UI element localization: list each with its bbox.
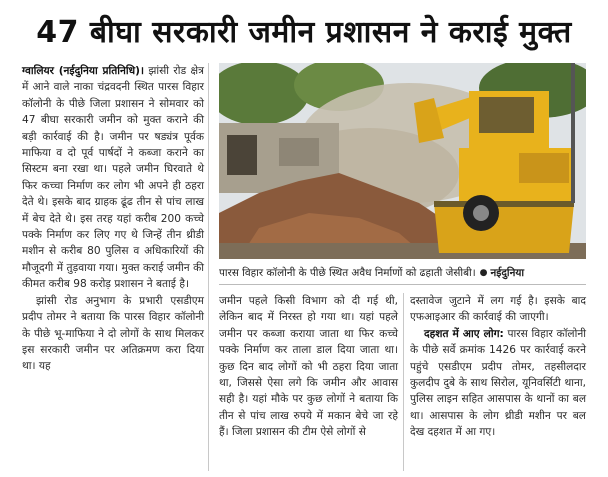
news-photo [219,63,586,259]
paragraph-1-text: झांसी रोड क्षेत्र में आने वाले नाका चंद्रवदनी स्थित पारस विहार कॉलोनी के पीछे जिला प्रशासन ने सोमवार को 47 बीघा सरकारी जमीन को मुक्त कराने की बड़ी कार्रवाई की है। जमीन पर षड्यंत्र पूर्वक माफिया व दो पूर्व पार्षदों ने कब्जा कराने का सिस्टम बना रखा था। पहले जमीन घिरवाते थे फिर कच्चा निर्माण कर लोग भी अपने ही ठहरा देते थे। इसके बाद ग्राहक ढूंढ तीन से पांच लाख में बेच देते थे। इस तरह यहां करीब 200 कच्चे पक्के निर्माण कर लिए गए थे जिन्हें तीन थ्रीडी मशीन से करीब 80 पुलिस व अधिकारियों की मौजूदगी में तुड़वाया गया। मुक्त कराई जमीन की कीमत करीब 98 करोड़ प्रशासन ने बताई है। [22,65,204,291]
column-divider-1 [208,63,209,471]
paragraph-5-text: पारस विहार कॉलोनी के पीछे सर्वे क्रमांक 1426 पर कार्रवाई करने पहुंचे एसडीएम प्रदीप तोमर, तहसीलदार कुलदीप दुबे के साथ सिरोल, यूनिवर्सिटी थाना, पुलिस लाइन सहित आसपास के थानों का बल था। आसपास के लोग थ्रीडी मशीन पर बल देख दहशत में आ गए। [410,327,586,439]
column-divider-2 [403,293,404,471]
caption-text: पारस विहार कॉलोनी के पीछे स्थित अवैध निर्माणों को ढहाती जेसीबी। [219,267,476,279]
photo-caption [219,262,586,285]
jcb-demolition-image [219,63,586,259]
paragraph-3: जमीन पहले किसी विभाग को दी गई थी, लेकिन बाद में निरस्त हो गया था। यहां पहले जमीन पर कब्जा कराया जाता था फिर कच्चे पक्के निर्माण कर ताला डाल दिया जाता था। कुछ दिन बाद लोगों को भी ठहरा दिया जाता था, जिससे ऐसा लगे कि जमीन और आवास सही है। यहां मौके पर कुछ लोगों ने बताया कि तीन से पांच लाख रुपये में मकान बेचे जा रहे हैं। जिला प्रशासन की टीम ऐसे लोगों से [219,295,398,439]
article-column-3 [410,293,586,441]
subhead: दहशत में आए लोग: [424,327,504,340]
paragraph-2: झांसी रोड अनुभाग के प्रभारी एसडीएम प्रदीप तोमर ने बताया कि पारस विहार कॉलोनी के पीछे भू-माफिया ने दो लोगों के साथ मिलकर इस सरकारी जमीन पर अतिक्रमण करा दिया था। यह [22,294,204,373]
dateline: ग्वालियर (नईदुनिया प्रतिनिधि)। [22,65,145,77]
bullet-icon: ● [479,268,488,278]
paragraph-4: दस्तावेज जुटाने में लग गई है। इसके बाद एफआइआर की कार्रवाई की जाएगी। [410,295,586,324]
article-column-2 [219,293,398,441]
paragraph-1 [22,63,204,293]
photo-credit: नईदुनिया [490,267,525,279]
article-column-1 [22,63,204,375]
headline: 47 बीघा सरकारी जमीन प्रशासन ने कराई मुक्त [36,14,572,50]
paragraph-5 [410,326,586,441]
